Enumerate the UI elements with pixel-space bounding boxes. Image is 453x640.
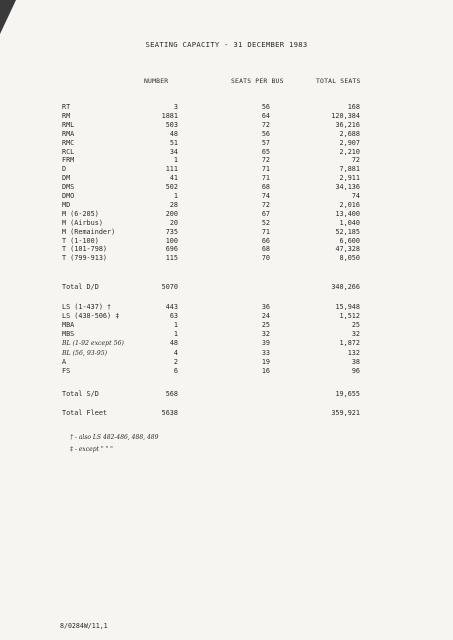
table-row: [0, 339, 453, 348]
row-seats-per-bus: 56: [261, 129, 270, 138]
table-row: [0, 254, 453, 263]
row-seats-per-bus: 71: [261, 165, 270, 174]
row-label: RCL: [62, 147, 75, 156]
table-row: [0, 183, 453, 192]
table-row: [0, 103, 453, 112]
row-label: LS (1-437) †: [62, 303, 112, 311]
folded-corner: [0, 0, 16, 34]
row-number: 502: [165, 183, 178, 192]
row-number: 48: [169, 129, 178, 138]
row-label: DMO: [62, 192, 75, 200]
row-total-seats: 1,872: [339, 339, 360, 348]
row-number: 63: [169, 312, 178, 321]
row-seats-per-bus: 72: [261, 120, 270, 129]
row-total-seats: 74: [351, 192, 360, 200]
row-label: T (1-100): [62, 236, 99, 245]
row-total-seats: 2,911: [339, 174, 360, 183]
row-label: M (Airbus): [62, 218, 103, 227]
row-label: T (799-913): [62, 254, 108, 263]
row-seats-per-bus: 56: [261, 103, 270, 111]
row-seats-per-bus: 72: [261, 200, 270, 209]
row-label: BL (56, 93-95): [62, 349, 108, 357]
row-number: 3: [173, 103, 178, 111]
row-total-seats: 15,948: [335, 303, 360, 311]
header-seats-per-bus: SEATS PER BUS: [231, 77, 284, 85]
row-seats-per-bus: 16: [261, 366, 270, 375]
row-seats-per-bus: 64: [261, 111, 270, 120]
table-row: [0, 367, 453, 376]
total-sd-number: 568: [165, 390, 178, 398]
table-row: [0, 148, 453, 157]
total-dd-seats: 340,266: [331, 283, 360, 291]
row-label: DM: [62, 174, 71, 183]
row-number: 1: [173, 192, 178, 200]
total-dd-number: 5070: [161, 283, 178, 291]
table-row: [0, 210, 453, 219]
row-number: 1: [173, 321, 178, 330]
row-seats-per-bus: 36: [261, 303, 270, 311]
row-label: RMA: [62, 129, 75, 138]
row-total-seats: 32: [351, 330, 360, 339]
row-seats-per-bus: 68: [261, 183, 270, 192]
row-label: T (101-798): [62, 245, 108, 254]
row-seats-per-bus: 70: [261, 254, 270, 263]
row-total-seats: 25: [351, 321, 360, 330]
row-label: RML: [62, 120, 75, 129]
document-reference: 8/0284W/11,1: [60, 622, 108, 630]
row-seats-per-bus: 52: [261, 218, 270, 227]
row-label: MBS: [62, 330, 75, 339]
row-number: 48: [169, 339, 178, 348]
row-label: RMC: [62, 138, 75, 147]
row-total-seats: 7,881: [339, 165, 360, 174]
table-row: [0, 228, 453, 237]
row-seats-per-bus: 32: [261, 330, 270, 339]
row-number: 28: [169, 200, 178, 209]
row-seats-per-bus: 67: [261, 209, 270, 218]
row-total-seats: 132: [347, 348, 360, 357]
row-total-seats: 36,216: [335, 120, 360, 129]
footnote-dagger: † - also LS 482-486, 488, 489: [70, 434, 159, 441]
header-total-seats: TOTAL SEATS: [316, 77, 361, 85]
row-total-seats: 2,688: [339, 129, 360, 138]
total-sd-seats: 19,655: [335, 390, 360, 398]
total-dd-row: [0, 283, 453, 292]
table-row: [0, 303, 453, 312]
table-row: [0, 130, 453, 139]
table-row: [0, 312, 453, 321]
row-seats-per-bus: 72: [261, 156, 270, 165]
row-seats-per-bus: 66: [261, 236, 270, 245]
row-seats-per-bus: 33: [261, 348, 270, 357]
table-row: [0, 245, 453, 254]
row-seats-per-bus: 19: [261, 357, 270, 366]
row-number: 20: [169, 218, 178, 227]
row-total-seats: 96: [351, 366, 360, 375]
table-row: [0, 219, 453, 228]
table-row: [0, 201, 453, 210]
table-row: [0, 349, 453, 358]
page-title: SEATING CAPACITY - 31 DECEMBER 1983: [145, 40, 308, 49]
table-row: [0, 330, 453, 339]
row-label: DMS: [62, 183, 75, 192]
row-number: 6: [173, 366, 178, 375]
row-seats-per-bus: 39: [261, 339, 270, 348]
row-number: 1: [173, 330, 178, 339]
row-number: 115: [165, 254, 178, 263]
row-total-seats: 72: [351, 156, 360, 165]
row-seats-per-bus: 57: [261, 138, 270, 147]
row-total-seats: 2,907: [339, 138, 360, 147]
row-total-seats: 13,400: [335, 209, 360, 218]
row-label: RM: [62, 111, 71, 120]
table-row: [0, 237, 453, 246]
row-total-seats: 1,512: [339, 312, 360, 321]
row-seats-per-bus: 71: [261, 174, 270, 183]
row-number: 1: [173, 156, 178, 165]
row-total-seats: 2,016: [339, 200, 360, 209]
row-label: MD: [62, 200, 71, 209]
row-number: 503: [165, 120, 178, 129]
total-sd-row: [0, 390, 453, 399]
total-fleet-seats: 359,921: [331, 409, 360, 417]
table-row: [0, 121, 453, 130]
row-seats-per-bus: 68: [261, 245, 270, 254]
table-row: [0, 192, 453, 201]
row-number: 1881: [161, 111, 178, 120]
row-seats-per-bus: 65: [261, 147, 270, 156]
row-label: MBA: [62, 321, 75, 330]
row-number: 100: [165, 236, 178, 245]
row-total-seats: 2,210: [339, 147, 360, 156]
row-seats-per-bus: 74: [261, 192, 270, 200]
total-fleet-row: [0, 409, 453, 418]
row-total-seats: 1,040: [339, 218, 360, 227]
table-row: [0, 358, 453, 367]
row-label: M (6-205): [62, 209, 99, 218]
row-number: 2: [173, 357, 178, 366]
row-label: FRM: [62, 156, 75, 165]
row-number: 696: [165, 245, 178, 254]
row-total-seats: 120,384: [331, 111, 360, 120]
row-total-seats: 6,600: [339, 236, 360, 245]
row-seats-per-bus: 25: [261, 321, 270, 330]
total-fleet-label: Total Fleet: [62, 409, 108, 417]
row-label: M (Remainder): [62, 227, 116, 236]
row-label: D: [62, 165, 67, 174]
row-label: FS: [62, 366, 71, 375]
row-total-seats: 52,185: [335, 227, 360, 236]
row-label: LS (438-506) ‡: [62, 312, 120, 321]
total-sd-label: Total S/D: [62, 390, 99, 398]
row-total-seats: 8,050: [339, 254, 360, 263]
table-row: [0, 112, 453, 121]
row-total-seats: 168: [347, 103, 360, 111]
row-total-seats: 38: [351, 357, 360, 366]
table-row: [0, 174, 453, 183]
header-number: NUMBER: [144, 77, 169, 85]
row-label: A: [62, 357, 67, 366]
row-label: BL (1-92 except 56): [62, 340, 124, 348]
table-row: [0, 321, 453, 330]
total-dd-label: Total D/D: [62, 283, 99, 291]
footnote-double-dagger: ‡ - except " " ": [70, 446, 113, 453]
row-number: 4: [173, 348, 178, 357]
table-row: [0, 156, 453, 165]
row-number: 443: [165, 303, 178, 311]
table-row: [0, 139, 453, 148]
row-number: 34: [169, 147, 178, 156]
table-row: [0, 165, 453, 174]
row-number: 51: [169, 138, 178, 147]
row-seats-per-bus: 71: [261, 227, 270, 236]
row-number: 41: [169, 174, 178, 183]
row-total-seats: 47,328: [335, 245, 360, 254]
row-number: 111: [165, 165, 178, 174]
row-seats-per-bus: 24: [261, 312, 270, 321]
row-label: RT: [62, 103, 71, 111]
row-number: 735: [165, 227, 178, 236]
row-number: 200: [165, 209, 178, 218]
row-total-seats: 34,136: [335, 183, 360, 192]
total-fleet-number: 5638: [161, 409, 178, 417]
